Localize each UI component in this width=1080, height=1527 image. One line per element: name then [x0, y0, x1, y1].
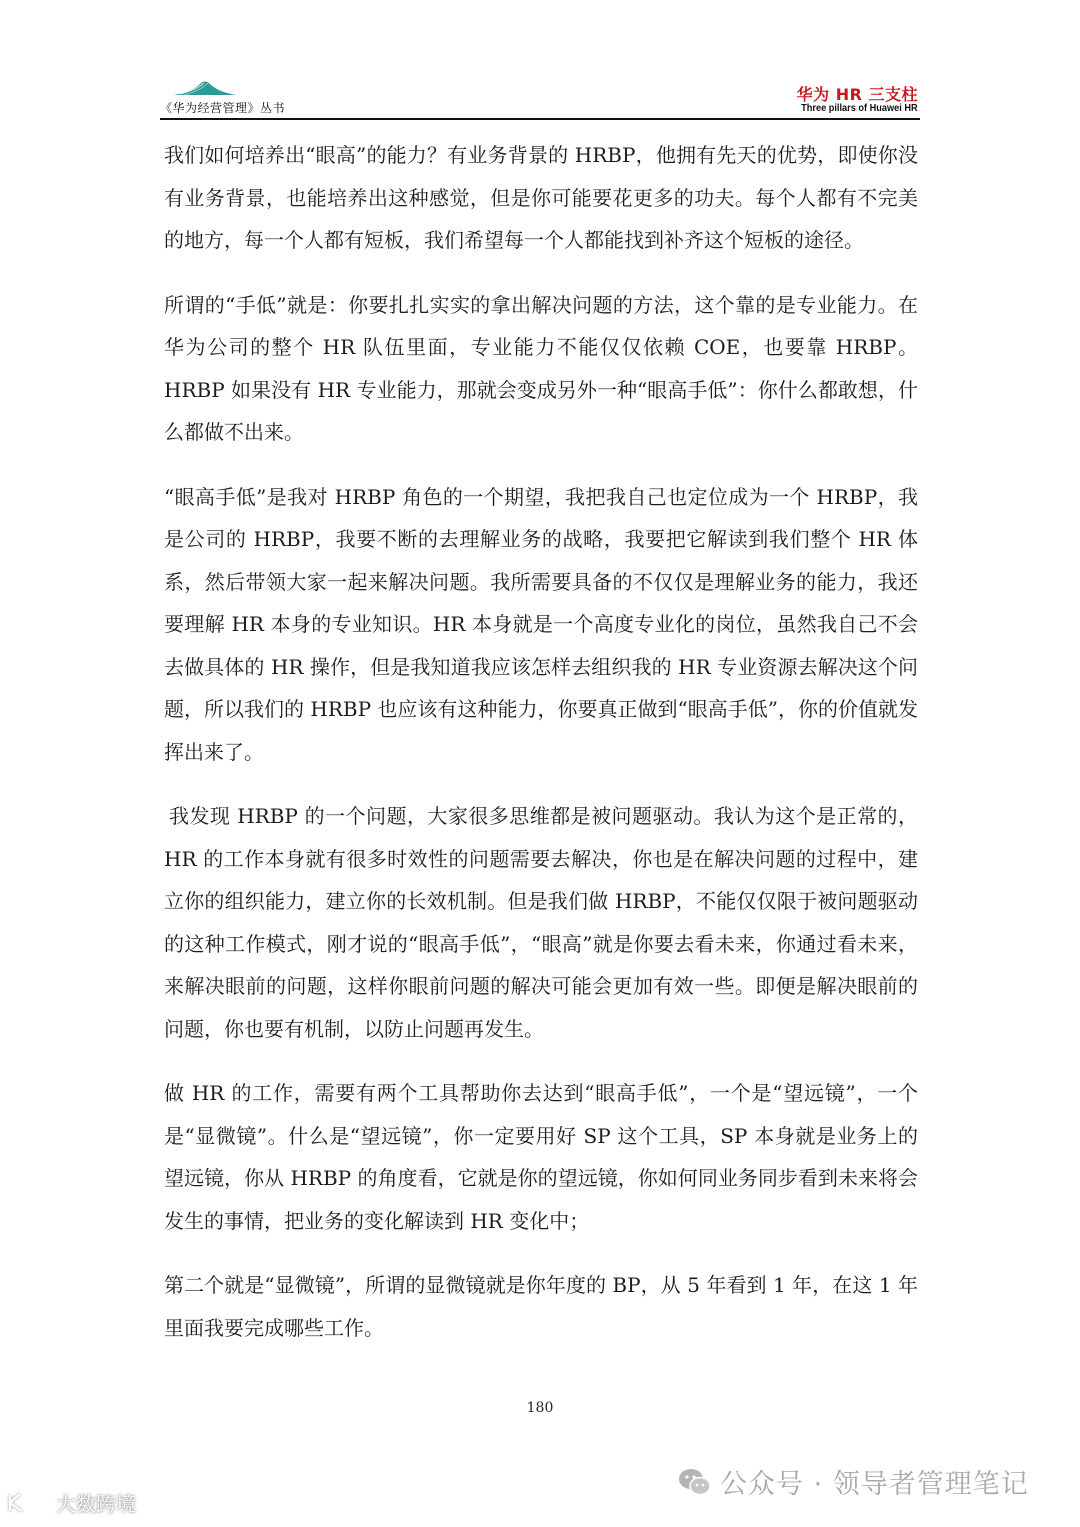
kuajing-label: 大数跨境 — [56, 1492, 136, 1516]
wechat-watermark — [678, 1462, 1029, 1501]
wechat-account-label: 公众号 · 领导者管理笔记 — [720, 1469, 1029, 1500]
book-series-title: 《华为经营管理》丛书 — [160, 101, 286, 115]
paragraph: “眼高手低”是我对 HRBP 角色的一个期望，我把我自己也定位成为一个 HRBP，我是公司的 HRBP，我要不断的去理解业务的战略，我要把它解读到我们整个 HR 体系，然后带领大家一起来解决问题。我所需要具备的不仅仅是理解业务的能力，我还要理解 HR 本身的专业知识。HR 本身就是一个高度专业化的岗位，虽然我自己不会去做具体的 HR 操作，但是我知道我应该怎样去组织我的 HR 专业资源去解决这个问题，所以我们的 HRBP 也应该有这种能力，你要真正做到“眼高手低”，你的价值就发挥出来了。 — [164, 484, 918, 764]
page-number: 180 — [526, 1400, 554, 1416]
page-header — [160, 72, 920, 120]
kuajing-watermark — [6, 1488, 136, 1517]
header-divider — [160, 118, 920, 120]
wechat-icon — [678, 1467, 712, 1497]
paragraph: 所谓的“手低”就是：你要扎扎实实的拿出解决问题的方法，这个靠的是专业能力。在华为公司的整个 HR 队伍里面，专业能力不能仅仅依赖 COE，也要靠 HRBP。HRBP 如果没有 HR 专业能力，那就会变成另外一种“眼高手低”：你什么都敢想，什么都做不出来。 — [164, 292, 918, 444]
paragraph: 我们如何培养出“眼高”的能力？有业务背景的 HRBP，他拥有先天的优势，即使你没有业务背景，也能培养出这种感觉，但是你可能要花更多的功夫。每个人都有不完美的地方，每一个人都有短板，我们希望每一个人都能找到补齐这个短板的途径。 — [164, 143, 918, 252]
mountain-logo-icon — [174, 78, 236, 96]
brand-title-en: Three pillars of Huawei HR — [801, 103, 918, 114]
paragraph: 第二个就是“显微镜”，所谓的显微镜就是你年度的 BP，从 5 年看到 1 年，在这 1 年里面我要完成哪些工作。 — [164, 1273, 918, 1340]
page-body — [164, 134, 918, 1371]
brand-title-cn: 华为 HR 三支柱 — [796, 85, 918, 104]
paragraph: 我发现 HRBP 的一个问题，大家很多思维都是被问题驱动。我认为这个是正常的，HR 的工作本身就有很多时效性的问题需要去解决，你也是在解决问题的过程中，建立你的组织能力，建立你的长效机制。但是我们做 HRBP，不能仅仅限于被问题驱动的这种工作模式，刚才说的“眼高手低”，“眼高”就是你要去看未来，你通过看未来，来解决眼前的问题，这样你眼前问题的解决可能会更加有效一些。即便是解决眼前的问题，你也要有机制，以防止问题再发生。 — [164, 804, 918, 1041]
kuajing-logo-icon — [6, 1491, 52, 1515]
paragraph: 做 HR 的工作，需要有两个工具帮助你去达到“眼高手低”，一个是“望远镜”，一个是“显微镜”。什么是“望远镜”，你一定要用好 SP 这个工具，SP 本身就是业务上的望远镜，你从 HRBP 的角度看，它就是你的望远镜，你如何同业务同步看到未来将会发生的事情，把业务的变化解读到 HR 变化中； — [164, 1081, 918, 1233]
